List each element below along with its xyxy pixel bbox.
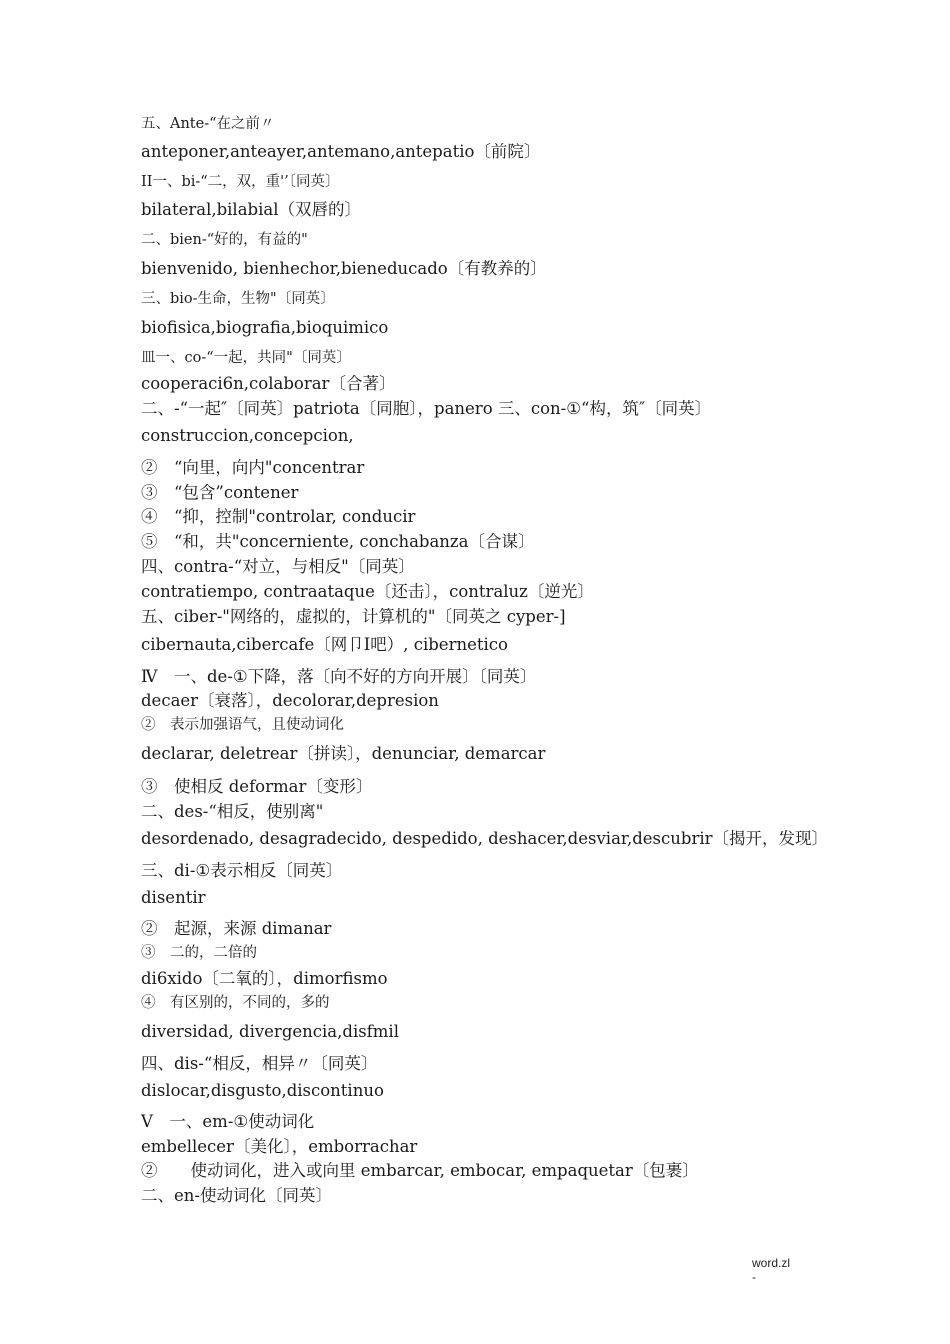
heading-di: 三、di-①表示相反〔同英〕 [141, 861, 343, 880]
examples-di-3: di6xido〔二氧的〕，dimorfismo [141, 969, 388, 988]
heading-em: Ⅴ 一、em-①使动词化 [141, 1112, 315, 1131]
examples-ante: anteponer,anteayer,antemano,antepatio〔前院〕 [141, 142, 541, 161]
sense-con-3: ③ “包含”contener [141, 483, 299, 502]
examples-di-4: diversidad, divergencia,disfmil [141, 1022, 399, 1041]
heading-ciber: 五、ciber-"网络的，虚拟的，计算机的"〔同英之 cyper-] [141, 607, 566, 626]
examples-des: desordenado, desagradecido, despedido, deshacer,desviar,descubrir〔揭开，发现〕 [141, 829, 828, 848]
sense-con-4: ④ “抑，控制"controlar, conducir [141, 507, 416, 526]
heading-dis: 四、dis-“相反，相异〃〔同英〕 [141, 1054, 378, 1073]
examples-bien: bienvenido, bienhechor,bieneducado〔有教养的〕 [141, 259, 547, 278]
page-footer [752, 1256, 790, 1284]
sense-di-2: ② 起源，来源 dimanar [141, 919, 332, 938]
heading-co: 皿一、co-“一起，共同"〔同英〕 [141, 350, 351, 366]
examples-co: cooperaci6n,colaborar〔合著〕 [141, 374, 396, 393]
examples-ciber: cibernauta,cibercafe〔网卩I吧）, cibernetico [141, 635, 508, 654]
heading-bi: II一、bi-“二，双，重'’〔同英〕 [141, 174, 340, 190]
sense-di-4: ④ 有区别的，不同的，多的 [141, 995, 330, 1011]
sense-de-2: ② 表示加强语气，且使动词化 [141, 717, 344, 733]
examples-de-1: decaer〔衰落〕，decolorar,depresion [141, 691, 439, 710]
heading-des: 二、des-“相反，使别离" [141, 802, 324, 821]
sense-de-3: ③ 使相反 deformar〔变形〕 [141, 777, 373, 796]
heading-bio: 三、bio-生命，生物"〔同英〕 [141, 291, 335, 307]
heading-com-con: 二、-“一起″〔同英〕patriota〔同胞〕，panero 三、con-①“构，筑″〔同英〕 [141, 399, 712, 418]
examples-bi: bilateral,bilabial（双唇的〕 [141, 200, 362, 219]
footer-dash: - [752, 1270, 756, 1284]
heading-en: 二、en-使动词化〔同英〕 [141, 1186, 332, 1205]
examples-di-1: disentir [141, 888, 206, 907]
examples-dis: dislocar,disgusto,discontinuo [141, 1081, 384, 1100]
sense-di-3: ③ 二的，二倍的 [141, 945, 257, 961]
sense-em-2: ② 使动词化，进入或向里 embarcar, embocar, empaquetar〔包裹〕 [141, 1161, 699, 1180]
heading-ante: 五、Ante-“在之前〃 [141, 116, 275, 132]
examples-de-2: declarar, deletrear〔拼读〕，denunciar, demarcar [141, 744, 546, 763]
examples-bio: biofisica,biografia,bioquimico [141, 318, 389, 337]
examples-con: construccion,concepcion, [141, 426, 354, 445]
sense-con-5: ⑤ “和，共"concerniente, conchabanza〔合谋〕 [141, 532, 535, 551]
examples-contra: contratiempo, contraataque〔还击〕，contraluz〔逆光〕 [141, 582, 594, 601]
heading-contra: 四、contra-“对立，与相反"〔同英〕 [141, 557, 415, 576]
heading-bien: 二、bien-“好的，有益的" [141, 232, 308, 248]
examples-em-1: embellecer〔美化〕，emborrachar [141, 1137, 418, 1156]
sense-con-2: ② “向里，向内"concentrar [141, 458, 365, 477]
heading-de: Ⅳ 一、de-①下降，落〔向不好的方向开展〕〔同英〕 [141, 667, 537, 686]
footer-site-label: word.zl [752, 1256, 791, 1270]
